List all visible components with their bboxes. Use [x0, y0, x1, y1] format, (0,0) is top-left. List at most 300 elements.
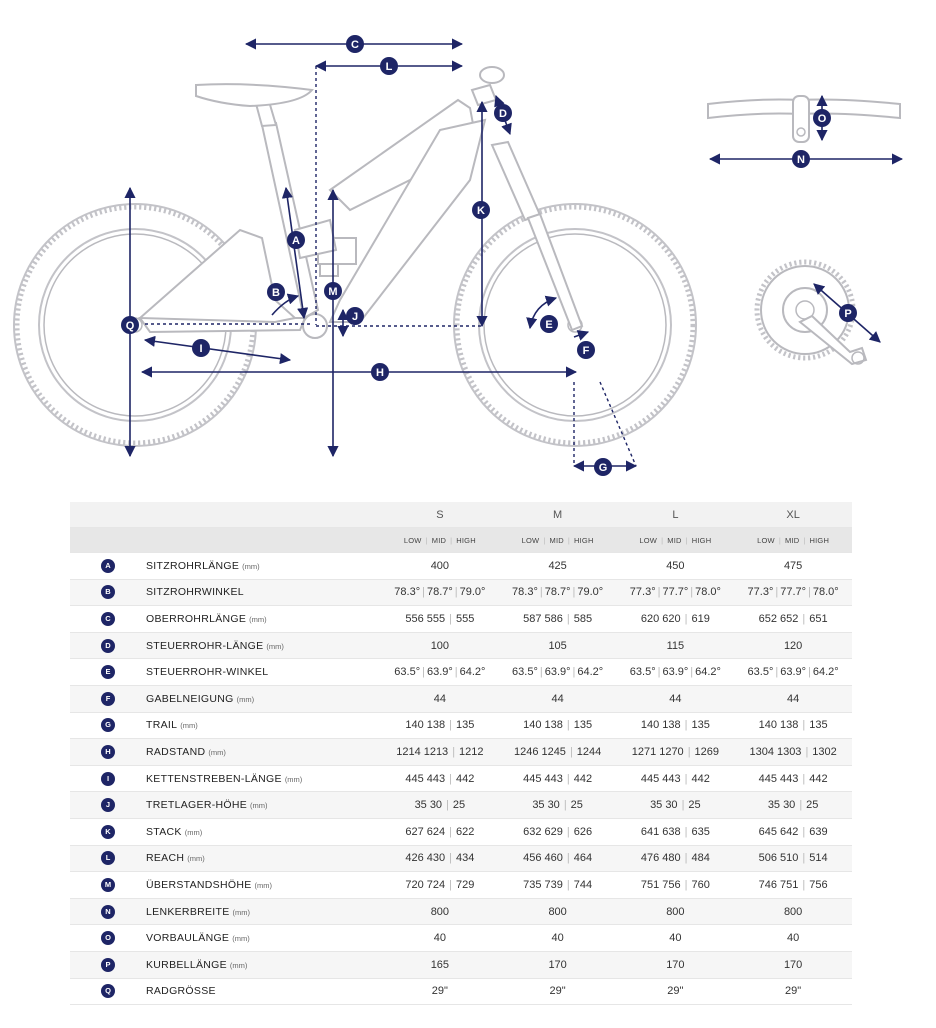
- value: 620: [640, 612, 660, 625]
- row-name: KETTENSTREBEN-LÄNGE: [146, 772, 282, 785]
- row-key-badge: P: [101, 958, 115, 972]
- table-row: [70, 818, 852, 845]
- dim-label-h: [371, 363, 389, 381]
- value: 443: [426, 772, 446, 785]
- size-value-cell: 632 629 | 626: [499, 818, 617, 845]
- value: 622: [455, 825, 475, 838]
- value: 651: [809, 612, 828, 625]
- row-name: STEUERROHR-WINKEL: [146, 666, 269, 679]
- row-label: [146, 792, 381, 819]
- value: 1271: [631, 745, 657, 758]
- row-name: VORBAULÄNGE: [146, 932, 230, 945]
- value: 79.0°: [577, 586, 604, 599]
- row-unit: (mm): [242, 561, 260, 571]
- size-value-cell: 78.3° | 78.7° | 79.0°: [381, 579, 499, 606]
- size-value-cell: 652 652 | 651: [734, 606, 852, 633]
- size-value-cell: [381, 978, 499, 1005]
- size-value-cell: 140 138 | 135: [617, 712, 735, 739]
- row-key-badge: J: [101, 798, 115, 812]
- size-value-cell: [381, 925, 499, 952]
- size-value-cell: 140 138 | 135: [381, 712, 499, 739]
- table-row: [70, 845, 852, 872]
- dim-label-f: [577, 341, 595, 359]
- value: 77.3°: [629, 586, 656, 599]
- size-value-cell: 77.3° | 77.7° | 78.0°: [617, 579, 735, 606]
- size-value-cell: [499, 951, 617, 978]
- value: 442: [809, 772, 828, 785]
- value: 64.2°: [812, 666, 839, 679]
- value: 555: [455, 612, 475, 625]
- row-key-badge: N: [101, 905, 115, 919]
- value: 40: [669, 932, 682, 945]
- size-value-cell: [381, 898, 499, 925]
- value: 442: [455, 772, 475, 785]
- value: 63.5°: [629, 666, 656, 679]
- value: 64.2°: [459, 666, 486, 679]
- table-row: [70, 606, 852, 633]
- value: 751: [640, 878, 660, 891]
- value: 756: [809, 878, 828, 891]
- table-row: [70, 659, 852, 686]
- row-key-badge: E: [101, 665, 115, 679]
- size-value-cell: [381, 685, 499, 712]
- value: 739: [544, 878, 563, 891]
- row-key-badge: Q: [101, 984, 115, 998]
- value: 44: [669, 692, 682, 705]
- size-value-cell: 77.3° | 77.7° | 78.0°: [734, 579, 852, 606]
- value: 475: [783, 559, 803, 572]
- value: 29": [549, 985, 566, 998]
- row-label: [146, 845, 381, 872]
- value: 760: [691, 878, 710, 891]
- size-value-cell: 63.5° | 63.9° | 64.2°: [499, 659, 617, 686]
- table-row: [70, 553, 852, 580]
- value: 1303: [776, 745, 802, 758]
- row-name: REACH: [146, 852, 185, 865]
- value: 445: [758, 772, 778, 785]
- size-value-cell: [381, 553, 499, 580]
- value: 624: [426, 825, 446, 838]
- value: 138: [662, 719, 681, 732]
- size-value-cell: [499, 978, 617, 1005]
- value: 63.9°: [426, 666, 453, 679]
- value: 800: [548, 905, 567, 918]
- row-unit: (mm): [184, 827, 203, 837]
- size-value-cell: 78.3° | 78.7° | 79.0°: [499, 579, 617, 606]
- dim-label-d: [494, 104, 512, 122]
- size-value-cell: 63.5° | 63.9° | 64.2°: [381, 659, 499, 686]
- row-name: LENKERBREITE: [146, 905, 230, 918]
- row-unit: (mm): [249, 614, 267, 624]
- row-key-badge: D: [101, 639, 115, 653]
- value: 443: [544, 772, 563, 785]
- value: 78.7°: [426, 586, 453, 599]
- value: 620: [662, 612, 681, 625]
- row-name: RADSTAND: [146, 745, 206, 758]
- row-label: [146, 739, 381, 766]
- size-value-cell: 627 624 | 622: [381, 818, 499, 845]
- svg-text:B: B: [272, 287, 280, 299]
- row-label: [146, 872, 381, 899]
- value: 400: [430, 559, 450, 572]
- dim-label-n: [792, 150, 810, 168]
- value: 729: [455, 878, 475, 891]
- size-xl-header: XL: [734, 502, 852, 528]
- size-value-cell: 556 555 | 555: [381, 606, 499, 633]
- value: 40: [787, 932, 800, 945]
- svg-text:K: K: [477, 205, 485, 217]
- size-value-cell: 140 138 | 135: [499, 712, 617, 739]
- svg-text:G: G: [598, 462, 608, 474]
- svg-text:H: H: [376, 367, 384, 379]
- row-unit: (mm): [254, 880, 273, 890]
- bike-geometry-diagram: [0, 0, 936, 495]
- value: 426: [405, 852, 424, 865]
- value: 64.2°: [577, 666, 604, 679]
- value: 555: [426, 612, 446, 625]
- row-key-badge: G: [101, 718, 115, 732]
- geometry-table: [70, 502, 852, 1005]
- value: 556: [405, 612, 424, 625]
- value: 140: [758, 719, 778, 732]
- value: 1245: [541, 745, 566, 758]
- value: 115: [666, 639, 685, 652]
- value: 724: [426, 878, 446, 891]
- size-value-cell: [617, 951, 735, 978]
- value: 456: [523, 852, 542, 865]
- row-label: [146, 632, 381, 659]
- size-l-header: L: [617, 502, 735, 528]
- value: 460: [544, 852, 563, 865]
- dim-label-m: [324, 282, 342, 300]
- row-key-badge: F: [101, 692, 115, 706]
- value: 751: [780, 878, 799, 891]
- dim-label-g: [594, 458, 612, 476]
- row-name: STEUERROHR-LÄNGE: [146, 639, 264, 652]
- table-row: [70, 712, 852, 739]
- value: 1246: [513, 745, 539, 758]
- size-value-cell: [734, 951, 852, 978]
- size-value-cell: 445 443 | 442: [499, 765, 617, 792]
- size-m-header: M: [499, 502, 617, 528]
- value: 476: [640, 852, 660, 865]
- value: 1213: [423, 745, 449, 758]
- value: 1302: [812, 745, 837, 758]
- value: 756: [662, 878, 681, 891]
- value: 44: [433, 692, 446, 705]
- size-value-cell: [499, 632, 617, 659]
- value: 135: [691, 719, 710, 732]
- value: 1212: [459, 745, 484, 758]
- value: 140: [640, 719, 660, 732]
- size-value-cell: 1271 1270 | 1269: [617, 739, 735, 766]
- value: 746: [758, 878, 778, 891]
- value: 639: [809, 825, 828, 838]
- size-value-cell: 445 443 | 442: [734, 765, 852, 792]
- value: 63.9°: [780, 666, 807, 679]
- value: 63.9°: [544, 666, 571, 679]
- value: 138: [544, 719, 563, 732]
- size-value-cell: 587 586 | 585: [499, 606, 617, 633]
- value: 450: [666, 559, 685, 572]
- value: 629: [544, 825, 563, 838]
- svg-text:D: D: [499, 108, 507, 120]
- value: 442: [573, 772, 593, 785]
- value: 30: [547, 799, 560, 812]
- position-labels: LOW | MID | HIGH: [734, 528, 852, 553]
- value: 29": [785, 985, 802, 998]
- size-value-cell: 645 642 | 639: [734, 818, 852, 845]
- value: 120: [783, 639, 803, 652]
- value: 170: [548, 958, 567, 971]
- value: 586: [544, 612, 563, 625]
- row-name: OBERROHRLÄNGE: [146, 612, 247, 625]
- dim-label-b: [267, 283, 285, 301]
- value: 25: [806, 799, 819, 812]
- value: 1304: [749, 745, 774, 758]
- size-value-cell: 476 480 | 484: [617, 845, 735, 872]
- value: 30: [429, 799, 443, 812]
- value: 652: [780, 612, 799, 625]
- size-value-cell: 140 138 | 135: [734, 712, 852, 739]
- value: 135: [455, 719, 475, 732]
- value: 445: [640, 772, 660, 785]
- handlebar-top-view: [708, 96, 900, 142]
- row-key-badge: O: [101, 931, 115, 945]
- value: 78.0°: [695, 586, 721, 599]
- row-unit: (mm): [250, 801, 268, 811]
- size-value-cell: 35 30 | 25: [381, 792, 499, 819]
- row-label: [146, 951, 381, 978]
- row-label: [146, 685, 381, 712]
- table-row: [70, 765, 852, 792]
- table-row: [70, 632, 852, 659]
- svg-text:Q: Q: [125, 320, 135, 332]
- value: 1214: [396, 745, 421, 758]
- dim-label-a: [287, 231, 305, 249]
- value: 165: [430, 958, 450, 971]
- size-value-cell: 506 510 | 514: [734, 845, 852, 872]
- svg-text:F: F: [582, 345, 590, 357]
- row-name: KURBELLÄNGE: [146, 958, 227, 971]
- size-value-cell: [617, 898, 735, 925]
- row-unit: (mm): [266, 641, 284, 651]
- value: 78.3°: [512, 586, 538, 599]
- svg-text:J: J: [351, 311, 359, 323]
- value: 632: [523, 825, 542, 838]
- table-row: [70, 925, 852, 952]
- size-value-cell: [617, 925, 735, 952]
- value: 443: [662, 772, 681, 785]
- value: 35: [414, 799, 427, 812]
- size-value-cell: [734, 978, 852, 1005]
- size-value-cell: [617, 978, 735, 1005]
- dim-label-j: [346, 307, 364, 325]
- row-name: TRAIL: [146, 719, 178, 732]
- value: 78.7°: [544, 586, 571, 599]
- value: 30: [783, 799, 796, 812]
- value: 170: [783, 958, 803, 971]
- row-key-badge: I: [101, 772, 115, 786]
- size-value-cell: 1304 1303 | 1302: [734, 739, 852, 766]
- value: 484: [691, 852, 710, 865]
- row-key-badge: L: [101, 851, 115, 865]
- value: 506: [758, 852, 778, 865]
- row-name: RADGRÖSSE: [146, 985, 216, 998]
- size-value-cell: [734, 553, 852, 580]
- row-key-badge: K: [101, 825, 115, 839]
- value: 430: [426, 852, 446, 865]
- size-value-cell: [617, 685, 735, 712]
- row-unit: (mm): [229, 960, 248, 970]
- size-value-cell: [734, 898, 852, 925]
- value: 105: [548, 639, 567, 652]
- value: 78.0°: [812, 586, 839, 599]
- dim-label-e: [540, 315, 558, 333]
- value: 77.7°: [662, 586, 689, 599]
- row-label: [146, 579, 381, 606]
- value: 170: [666, 958, 685, 971]
- size-value-cell: 426 430 | 434: [381, 845, 499, 872]
- value: 480: [662, 852, 681, 865]
- size-value-cell: 445 443 | 442: [617, 765, 735, 792]
- value: 443: [780, 772, 799, 785]
- row-label: [146, 712, 381, 739]
- row-label: [146, 978, 381, 1005]
- value: 35: [650, 799, 663, 812]
- size-value-cell: 35 30 | 25: [499, 792, 617, 819]
- row-key-badge: B: [101, 585, 115, 599]
- size-value-cell: [381, 951, 499, 978]
- value: 445: [523, 772, 542, 785]
- svg-text:E: E: [545, 319, 553, 331]
- row-unit: (mm): [208, 747, 226, 757]
- row-label: [146, 818, 381, 845]
- dim-label-p: [839, 304, 857, 322]
- size-value-cell: 720 724 | 729: [381, 872, 499, 899]
- value: 642: [780, 825, 799, 838]
- row-unit: (mm): [187, 854, 205, 864]
- value: 77.7°: [780, 586, 807, 599]
- value: 800: [430, 905, 450, 918]
- size-value-cell: [499, 898, 617, 925]
- size-value-cell: 735 739 | 744: [499, 872, 617, 899]
- value: 425: [548, 559, 567, 572]
- value: 619: [691, 612, 710, 625]
- size-value-cell: 456 460 | 464: [499, 845, 617, 872]
- value: 652: [758, 612, 778, 625]
- value: 40: [551, 932, 564, 945]
- table-row: [70, 978, 852, 1005]
- size-value-cell: 445 443 | 442: [381, 765, 499, 792]
- size-value-cell: [617, 632, 735, 659]
- svg-text:P: P: [844, 308, 852, 320]
- svg-text:M: M: [328, 286, 338, 298]
- value: 1244: [576, 745, 602, 758]
- value: 645: [758, 825, 778, 838]
- size-value-cell: [734, 632, 852, 659]
- row-label: [146, 659, 381, 686]
- row-name: SITZROHRLÄNGE: [146, 559, 240, 572]
- row-unit: (mm): [180, 721, 198, 731]
- row-unit: (mm): [284, 774, 303, 784]
- value: 638: [662, 825, 681, 838]
- value: 77.3°: [747, 586, 774, 599]
- value: 135: [573, 719, 593, 732]
- value: 40: [433, 932, 446, 945]
- row-label: [146, 765, 381, 792]
- value: 445: [405, 772, 424, 785]
- size-s-header: S: [381, 502, 499, 528]
- size-value-cell: 35 30 | 25: [734, 792, 852, 819]
- position-header-row: [70, 528, 852, 553]
- row-name: STACK: [146, 825, 182, 838]
- value: 63.9°: [662, 666, 689, 679]
- row-unit: (mm): [232, 934, 250, 944]
- value: 1269: [694, 745, 720, 758]
- value: 25: [452, 799, 466, 812]
- svg-text:L: L: [385, 61, 393, 73]
- row-key-badge: H: [101, 745, 115, 759]
- table-row: [70, 951, 852, 978]
- position-labels: LOW | MID | HIGH: [381, 528, 499, 553]
- svg-text:A: A: [292, 235, 300, 247]
- value: 35: [532, 799, 545, 812]
- value: 135: [809, 719, 828, 732]
- dim-label-c: [346, 35, 364, 53]
- value: 100: [430, 639, 450, 652]
- row-key-badge: M: [101, 878, 115, 892]
- row-unit: (mm): [236, 694, 255, 704]
- table-row: [70, 739, 852, 766]
- value: 64.2°: [695, 666, 721, 679]
- value: 442: [691, 772, 710, 785]
- size-value-cell: 751 756 | 760: [617, 872, 735, 899]
- row-label: [146, 925, 381, 952]
- size-value-cell: 746 751 | 756: [734, 872, 852, 899]
- value: 63.5°: [512, 666, 538, 679]
- value: 464: [573, 852, 593, 865]
- value: 800: [783, 905, 803, 918]
- value: 63.5°: [747, 666, 774, 679]
- value: 29": [431, 985, 448, 998]
- position-labels: LOW | MID | HIGH: [499, 528, 617, 553]
- value: 79.0°: [459, 586, 486, 599]
- dim-label-o: [813, 109, 831, 127]
- value: 585: [573, 612, 593, 625]
- size-value-cell: 1214 1213 | 1212: [381, 739, 499, 766]
- value: 44: [787, 692, 800, 705]
- value: 434: [455, 852, 475, 865]
- value: 627: [405, 825, 424, 838]
- row-unit: (mm): [232, 907, 251, 917]
- dim-label-q: [121, 316, 139, 334]
- value: 641: [640, 825, 660, 838]
- value: 735: [523, 878, 542, 891]
- row-label: [146, 898, 381, 925]
- value: 720: [405, 878, 424, 891]
- dim-label-l: [380, 57, 398, 75]
- svg-text:I: I: [199, 343, 203, 355]
- size-value-cell: 35 30 | 25: [617, 792, 735, 819]
- value: 510: [780, 852, 799, 865]
- row-name: GABELNEIGUNG: [146, 692, 234, 705]
- value: 25: [570, 799, 583, 812]
- value: 744: [573, 878, 593, 891]
- svg-text:O: O: [817, 113, 827, 125]
- value: 1270: [659, 745, 684, 758]
- size-header-row: [70, 502, 852, 528]
